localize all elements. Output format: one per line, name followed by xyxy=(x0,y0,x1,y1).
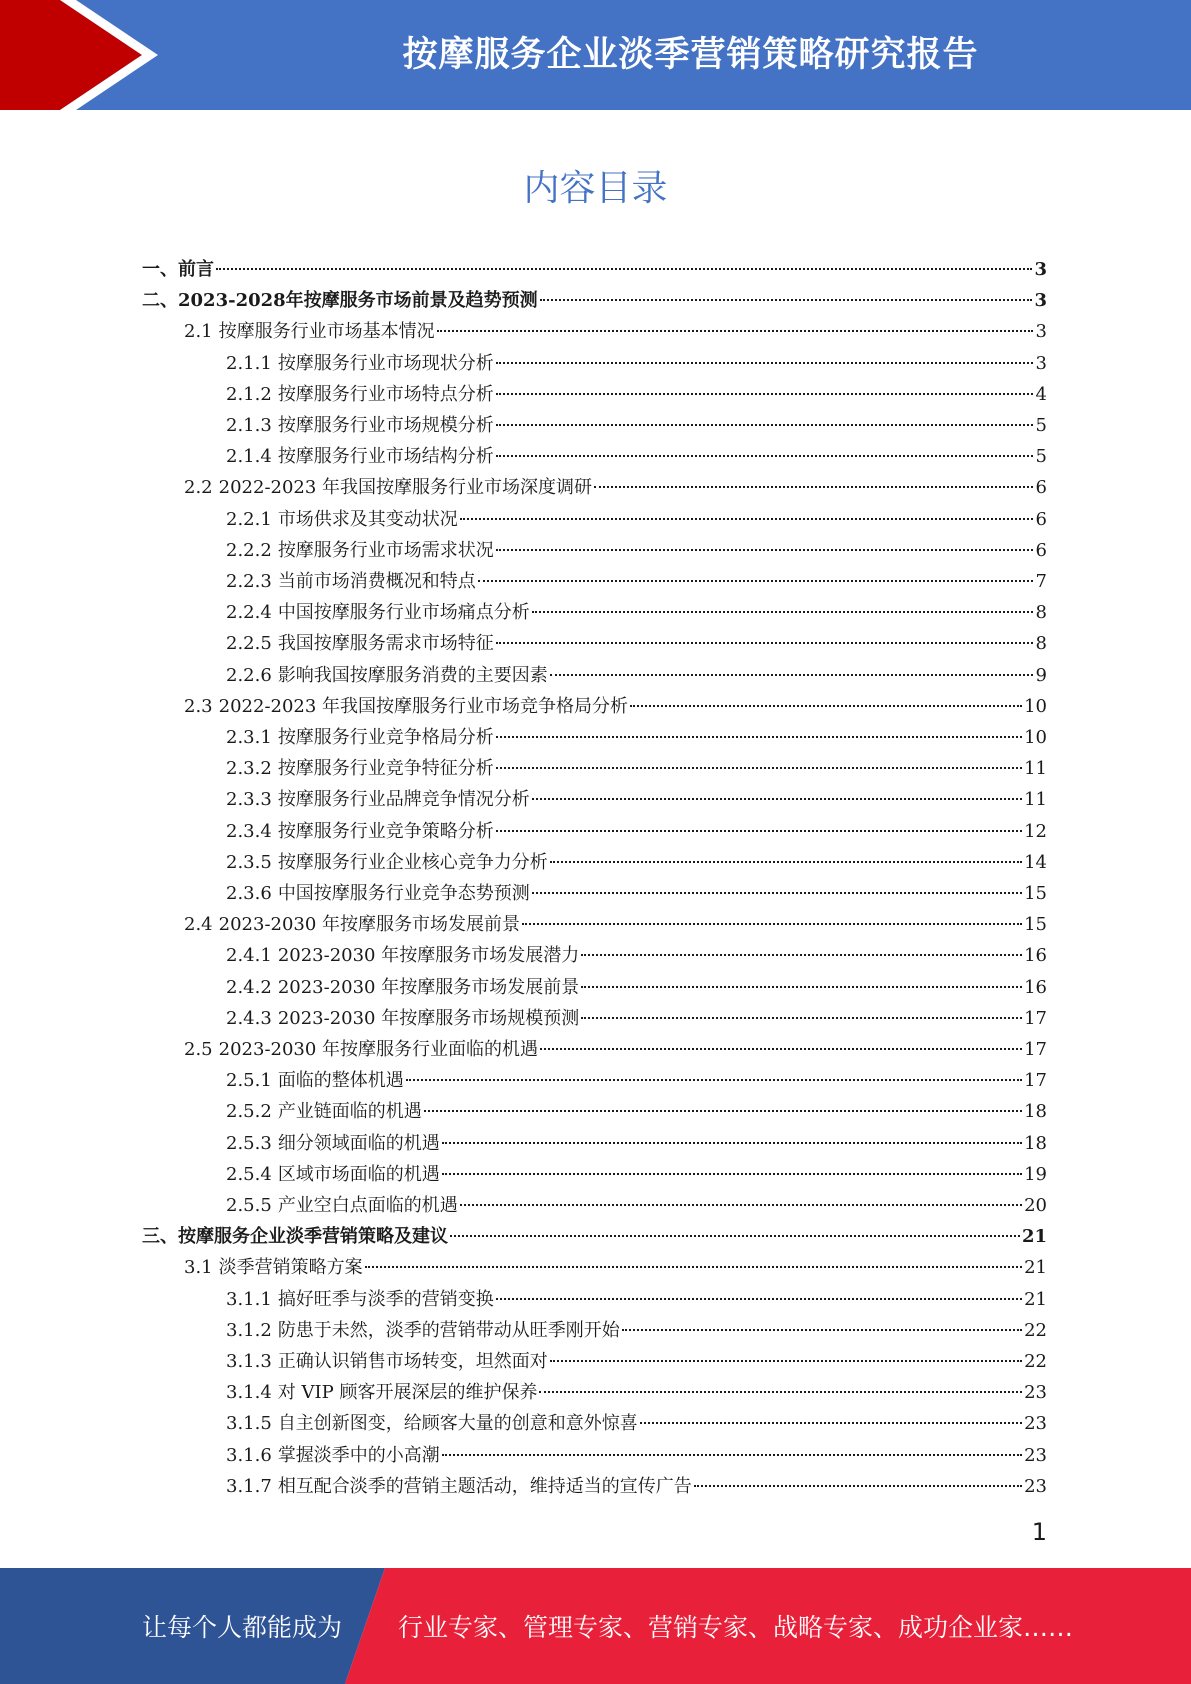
toc-dot-leader xyxy=(216,268,1032,270)
toc-entry-title: 面临的整体机遇 xyxy=(277,1070,404,1092)
toc-entry-title: 2023-2030 年按摩服务市场发展前景 xyxy=(277,976,580,998)
toc-entry-page: 23 xyxy=(1024,1413,1047,1435)
toc-entry-title: 按摩服务行业市场需求状况 xyxy=(277,539,494,561)
toc-dot-leader xyxy=(365,1266,1022,1268)
toc-entry-title: 防患于未然，淡季的营销带动从旺季刚开始 xyxy=(277,1319,620,1341)
toc-entry[interactable] xyxy=(226,1346,1047,1377)
toc-entry-title: 相互配合淡季的营销主题活动，维持适当的宣传广告 xyxy=(277,1475,692,1497)
toc-entry[interactable] xyxy=(226,628,1047,659)
toc-dot-leader xyxy=(540,1048,1022,1050)
toc-entry-number: 2.3.4 xyxy=(226,820,272,842)
toc-entry-title: 前言 xyxy=(178,259,214,280)
toc-dot-leader xyxy=(594,486,1033,488)
toc-entry[interactable] xyxy=(184,1252,1047,1283)
toc-entry[interactable] xyxy=(226,410,1047,441)
toc-dot-leader xyxy=(550,861,1022,863)
toc-entry[interactable] xyxy=(226,847,1047,878)
toc-entry[interactable] xyxy=(226,1190,1047,1221)
toc-entry[interactable] xyxy=(226,1284,1047,1315)
toc-entry-page: 5 xyxy=(1035,415,1047,436)
toc-dot-leader xyxy=(496,362,1033,364)
toc-entry-title: 中国按摩服务行业市场痛点分析 xyxy=(277,602,530,624)
toc-entry-number: 2.5.5 xyxy=(226,1195,272,1216)
toc-dot-leader xyxy=(532,611,1033,613)
toc-entry-title: 2023-2030 年按摩服务市场发展潜力 xyxy=(277,945,580,967)
toc-heading: 内容目录 xyxy=(523,168,668,209)
toc-entry[interactable] xyxy=(226,1065,1047,1096)
toc-entry-number: 2.2.2 xyxy=(226,539,272,561)
toc-entry-title: 按摩服务行业市场结构分析 xyxy=(277,446,494,468)
toc-entry-page: 21 xyxy=(1024,1288,1047,1310)
toc-entry[interactable] xyxy=(226,878,1047,909)
toc-entry-number: 2.4.3 xyxy=(226,1007,272,1029)
toc-dot-leader xyxy=(460,1204,1022,1206)
toc-entry-number: 2.4 xyxy=(184,914,213,936)
toc-entry-number: 2.3.6 xyxy=(226,883,272,904)
toc-entry[interactable] xyxy=(226,1377,1047,1408)
toc-dot-leader xyxy=(581,954,1022,956)
toc-dot-leader xyxy=(424,1110,1022,1112)
toc-entry-page: 16 xyxy=(1024,976,1047,998)
toc-entry-page: 3 xyxy=(1034,290,1047,312)
toc-entry-number: 2.4.1 xyxy=(226,945,272,967)
toc-entry-number: 2.2 xyxy=(184,477,213,499)
toc-entry-number: 3.1.6 xyxy=(226,1444,272,1466)
toc-entry-number: 2.2.5 xyxy=(226,633,272,655)
toc-entry[interactable] xyxy=(226,1471,1047,1502)
toc-entry-title: 按摩服务行业竞争特征分析 xyxy=(277,758,494,780)
toc-dot-leader xyxy=(442,1454,1022,1456)
toc-dot-leader xyxy=(532,798,1022,800)
toc-entry-title: 2022-2023 年我国按摩服务行业市场竞争格局分析 xyxy=(218,695,629,717)
toc-entry-number: 一、 xyxy=(142,259,178,280)
toc-entry[interactable] xyxy=(142,254,1047,285)
toc-dot-leader xyxy=(437,330,1033,332)
toc-entry[interactable] xyxy=(184,1034,1047,1065)
toc-entry-title: 中国按摩服务行业竞争态势预测 xyxy=(277,883,530,904)
toc-entry-title: 淡季营销策略方案 xyxy=(218,1257,363,1279)
toc-entry-number: 3.1.5 xyxy=(226,1413,272,1435)
toc-entry-page: 18 xyxy=(1024,1101,1047,1123)
toc-dot-leader xyxy=(550,1360,1022,1362)
toc-entry-page: 18 xyxy=(1024,1132,1047,1154)
toc-entry-number: 2.5.1 xyxy=(226,1070,272,1092)
toc-entry-page: 6 xyxy=(1035,508,1047,530)
toc-entry-page: 15 xyxy=(1024,914,1047,936)
toc-entry-number: 2.1.1 xyxy=(226,352,272,374)
toc-entry-number: 3.1.2 xyxy=(226,1319,272,1341)
toc-dot-leader xyxy=(496,455,1033,457)
toc-entry[interactable] xyxy=(226,1003,1047,1034)
toc-entry-title: 搞好旺季与淡季的营销变换 xyxy=(277,1288,494,1310)
toc-entry-title: 2023-2030 年按摩服务市场发展前景 xyxy=(218,914,521,936)
toc-entry-page: 23 xyxy=(1024,1382,1047,1404)
toc-entry-number: 3.1.4 xyxy=(226,1382,272,1404)
toc-entry-number: 3.1.1 xyxy=(226,1288,272,1310)
toc-entry-page: 5 xyxy=(1035,446,1047,468)
toc-dot-leader xyxy=(450,1235,1020,1237)
toc-entry-page: 14 xyxy=(1024,851,1047,873)
toc-entry[interactable] xyxy=(226,1128,1047,1159)
toc-entry-number: 二、 xyxy=(142,290,178,312)
toc-dot-leader xyxy=(581,1017,1022,1019)
toc-entry-page: 23 xyxy=(1024,1444,1047,1466)
toc-entry-title: 按摩服务行业市场基本情况 xyxy=(218,321,435,343)
header-banner xyxy=(0,0,1191,110)
toc-entry-page: 20 xyxy=(1024,1195,1047,1216)
toc-entry-page: 8 xyxy=(1035,633,1047,655)
footer-slogan-left: 让每个人都能成为 xyxy=(142,1613,343,1642)
toc-entry-title: 2023-2030 年按摩服务市场规模预测 xyxy=(277,1007,580,1029)
toc-dot-leader xyxy=(496,830,1022,832)
toc-entry-title: 按摩服务行业竞争格局分析 xyxy=(277,727,494,748)
toc-dot-leader xyxy=(622,1329,1022,1331)
toc-entry-title: 按摩服务行业竞争策略分析 xyxy=(277,820,494,842)
toc-entry-page: 17 xyxy=(1024,1007,1047,1029)
toc-entry[interactable] xyxy=(226,348,1047,379)
toc-dot-leader xyxy=(442,1173,1022,1175)
toc-entry-page: 21 xyxy=(1021,1226,1047,1248)
toc-entry-page: 3 xyxy=(1035,352,1047,374)
toc-entry[interactable] xyxy=(226,566,1047,597)
toc-entry[interactable] xyxy=(226,1440,1047,1471)
toc-entry-number: 3.1.3 xyxy=(226,1351,272,1372)
toc-entry-page: 10 xyxy=(1024,695,1047,717)
toc-entry-number: 2.1 xyxy=(184,321,213,343)
toc-entry-title: 市场供求及其变动状况 xyxy=(277,508,458,530)
toc-entry-number: 2.1.3 xyxy=(226,415,272,436)
toc-entry-page: 4 xyxy=(1035,383,1047,405)
toc-entry-title: 正确认识销售市场转变，坦然面对 xyxy=(277,1351,548,1372)
toc-entry-title: 区域市场面临的机遇 xyxy=(277,1163,440,1185)
toc-entry[interactable] xyxy=(226,940,1047,971)
toc-entry-page: 11 xyxy=(1024,789,1047,811)
toc-entry-page: 9 xyxy=(1035,664,1047,686)
toc-entry-title: 按摩服务行业品牌竞争情况分析 xyxy=(277,789,530,811)
toc-dot-leader xyxy=(630,705,1022,707)
toc-entry-number: 2.4.2 xyxy=(226,976,272,998)
toc-entry-title: 2022-2023 年我国按摩服务行业市场深度调研 xyxy=(218,477,593,499)
toc-entry-page: 21 xyxy=(1024,1257,1047,1279)
toc-dot-leader xyxy=(540,299,1033,301)
page-number: 1 xyxy=(1031,1518,1047,1546)
toc-entry[interactable] xyxy=(226,535,1047,566)
toc-entry[interactable] xyxy=(226,1315,1047,1346)
toc-entry-page: 22 xyxy=(1024,1351,1047,1372)
chevron-decoration-icon xyxy=(0,0,160,110)
toc-entry[interactable] xyxy=(226,972,1047,1003)
toc-dot-leader xyxy=(406,1079,1022,1081)
toc-entry-page: 3 xyxy=(1035,321,1047,343)
toc-dot-leader xyxy=(532,892,1022,894)
toc-entry-title: 影响我国按摩服务消费的主要因素 xyxy=(277,664,548,686)
toc-entry-page: 6 xyxy=(1035,539,1047,561)
toc-dot-leader xyxy=(460,518,1033,520)
toc-entry-title: 2023-2028年按摩服务市场前景及趋势预测 xyxy=(178,290,538,312)
toc-entry-number: 2.1.4 xyxy=(226,446,272,468)
toc-dot-leader xyxy=(694,1485,1022,1487)
toc-entry-page: 11 xyxy=(1024,758,1047,780)
toc-entry-page: 22 xyxy=(1024,1319,1047,1341)
toc-entry[interactable] xyxy=(226,722,1047,753)
footer-slogan-right: 行业专家、管理专家、营销专家、战略专家、成功企业家…… xyxy=(398,1613,1074,1642)
toc-entry-title: 按摩服务企业淡季营销策略及建议 xyxy=(178,1226,448,1248)
toc-entry[interactable] xyxy=(184,316,1047,347)
toc-dot-leader xyxy=(496,393,1033,395)
toc-entry[interactable] xyxy=(142,1221,1047,1252)
report-title: 按摩服务企业淡季营销策略研究报告 xyxy=(402,35,979,75)
toc-entry-number: 三、 xyxy=(142,1226,178,1248)
toc-entry[interactable] xyxy=(226,816,1047,847)
toc-entry[interactable] xyxy=(226,441,1047,472)
toc-dot-leader xyxy=(640,1422,1022,1424)
toc-dot-leader xyxy=(496,736,1022,738)
toc-entry[interactable] xyxy=(184,472,1047,503)
toc-entry-title: 2023-2030 年按摩服务行业面临的机遇 xyxy=(218,1039,539,1060)
toc-entry-number: 2.3.5 xyxy=(226,851,272,873)
toc-entry[interactable] xyxy=(226,660,1047,691)
toc-entry-number: 2.2.4 xyxy=(226,602,272,624)
toc-entry-page: 3 xyxy=(1034,259,1047,280)
toc-entry-title: 按摩服务行业企业核心竞争力分析 xyxy=(277,851,548,873)
toc-entry-number: 3.1.7 xyxy=(226,1475,272,1497)
toc-dot-leader xyxy=(478,580,1033,582)
toc-entry-page: 17 xyxy=(1024,1070,1047,1092)
toc-entry-number: 2.5.4 xyxy=(226,1163,272,1185)
toc-entry[interactable] xyxy=(142,285,1047,316)
toc-dot-leader xyxy=(496,642,1033,644)
toc-entry[interactable] xyxy=(226,753,1047,784)
toc-entry[interactable] xyxy=(226,1408,1047,1439)
toc-entry-page: 17 xyxy=(1024,1039,1047,1060)
toc-entry[interactable] xyxy=(226,379,1047,410)
footer-banner xyxy=(0,1568,1191,1684)
toc-entry-page: 16 xyxy=(1024,945,1047,967)
toc-dot-leader xyxy=(496,1298,1022,1300)
toc-entry-number: 2.5.2 xyxy=(226,1101,272,1123)
toc-entry-page: 10 xyxy=(1024,727,1047,748)
toc-entry[interactable] xyxy=(226,1096,1047,1127)
toc-entry-number: 2.5 xyxy=(184,1039,213,1060)
toc-entry-title: 按摩服务行业市场特点分析 xyxy=(277,383,494,405)
toc-entry-title: 当前市场消费概况和特点 xyxy=(277,571,476,592)
toc-entry-number: 3.1 xyxy=(184,1257,213,1279)
toc-entry-number: 2.2.1 xyxy=(226,508,272,530)
toc-entry-page: 15 xyxy=(1024,883,1047,904)
toc-dot-leader xyxy=(442,1142,1022,1144)
toc-entry-page: 7 xyxy=(1035,571,1047,592)
toc-entry-number: 2.3.1 xyxy=(226,727,272,748)
toc-entry-number: 2.2.3 xyxy=(226,571,272,592)
toc-entry-page: 23 xyxy=(1024,1475,1047,1497)
toc-entry-title: 我国按摩服务需求市场特征 xyxy=(277,633,494,655)
toc-entry-number: 2.2.6 xyxy=(226,664,272,686)
toc-entry-page: 6 xyxy=(1035,477,1047,499)
toc-dot-leader xyxy=(496,424,1033,426)
toc-entry[interactable] xyxy=(184,909,1047,940)
toc-entry[interactable] xyxy=(226,1159,1047,1190)
toc-dot-leader xyxy=(522,923,1022,925)
toc-entry-number: 2.3.3 xyxy=(226,789,272,811)
toc-entry[interactable] xyxy=(226,597,1047,628)
toc-entry-page: 12 xyxy=(1024,820,1047,842)
toc-entry-page: 19 xyxy=(1024,1163,1047,1185)
toc-dot-leader xyxy=(496,767,1022,769)
toc-dot-leader xyxy=(550,674,1033,676)
toc-entry-title: 掌握淡季中的小高潮 xyxy=(277,1444,440,1466)
toc-entry-title: 产业链面临的机遇 xyxy=(277,1101,422,1123)
toc-entry-number: 2.3 xyxy=(184,695,213,717)
toc-entry-title: 细分领域面临的机遇 xyxy=(277,1132,440,1154)
toc-entry-title: 按摩服务行业市场规模分析 xyxy=(277,415,494,436)
toc-dot-leader xyxy=(496,549,1033,551)
toc-entry-title: 按摩服务行业市场现状分析 xyxy=(277,352,494,374)
toc-entry-number: 2.3.2 xyxy=(226,758,272,780)
toc-entry[interactable] xyxy=(226,504,1047,535)
toc-entry-number: 2.5.3 xyxy=(226,1132,272,1154)
toc-entry-page: 8 xyxy=(1035,602,1047,624)
toc-entry-title: 自主创新图变，给顾客大量的创意和意外惊喜 xyxy=(277,1413,638,1435)
toc-entry-title: 对 VIP 顾客开展深层的维护保养 xyxy=(277,1382,538,1404)
toc-dot-leader xyxy=(581,986,1022,988)
toc-entry[interactable] xyxy=(184,691,1047,722)
toc-entry-number: 2.1.2 xyxy=(226,383,272,405)
toc-entry-title: 产业空白点面临的机遇 xyxy=(277,1195,458,1216)
toc-dot-leader xyxy=(539,1391,1022,1393)
toc-entry[interactable] xyxy=(226,784,1047,815)
